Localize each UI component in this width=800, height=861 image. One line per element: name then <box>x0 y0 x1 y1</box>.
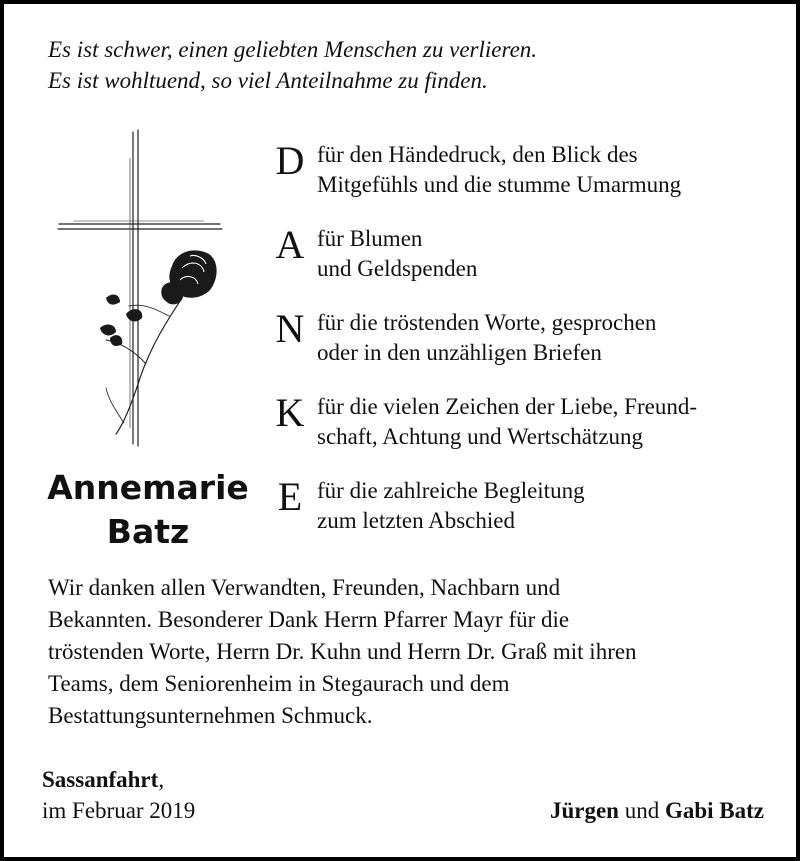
thanks-line: Teams, dem Seniorenheim in Stegaurach und dem <box>48 671 510 696</box>
intro-line-2: Es ist wohltuend, so viel Anteilnahme zu finden. <box>48 68 488 93</box>
signature <box>550 795 764 826</box>
thanks-paragraph <box>48 572 768 732</box>
dank-text-line: für Blumen <box>317 226 423 251</box>
thanks-line: tröstenden Worte, Herrn Dr. Kuhn und Herrn Dr. Graß mit ihren <box>48 639 637 664</box>
thanks-line: Bestattungsunternehmen Schmuck. <box>48 703 373 728</box>
dank-text-line: für die zahlreiche Begleitung <box>317 478 585 503</box>
dank-text <box>317 308 656 368</box>
dank-letter: N <box>275 306 305 351</box>
intro-verse <box>48 34 537 96</box>
dank-text-line: oder in den unzähligen Briefen <box>317 340 602 365</box>
place-date <box>42 764 195 826</box>
deceased-last-name: Batz <box>106 512 190 551</box>
dank-text-line: zum letzten Abschied <box>317 508 515 533</box>
dank-text <box>317 476 585 536</box>
dank-letter: E <box>277 474 303 519</box>
deceased-first-name: Annemarie <box>47 468 249 507</box>
dank-text-line: schaft, Achtung und Wertschätzung <box>317 424 644 449</box>
cross-with-rose-icon <box>54 128 224 448</box>
signer-2: Gabi Batz <box>664 798 764 823</box>
intro-line-1: Es ist schwer, einen geliebten Menschen zu verlieren. <box>48 37 538 62</box>
dank-text-line: und Geldspenden <box>317 256 478 281</box>
dank-text-line: Mitgefühls und die stumme Umarmung <box>317 172 682 197</box>
thanks-line: Bekannten. Besonderer Dank Herrn Pfarrer Mayr für die <box>48 607 570 632</box>
date-line: im Februar 2019 <box>42 798 196 823</box>
thanks-line: Wir danken allen Verwandten, Freunden, Nachbarn und <box>48 575 561 600</box>
place-comma: , <box>158 767 165 792</box>
dank-text <box>317 224 477 284</box>
signer-connector: und <box>618 798 665 823</box>
dank-letter: D <box>275 138 305 183</box>
dank-text-line: für die tröstenden Worte, gesprochen <box>317 310 657 335</box>
deceased-name <box>38 466 258 554</box>
dank-letter: K <box>275 390 305 435</box>
dank-text-line: für die vielen Zeichen der Liebe, Freund- <box>317 394 697 419</box>
dank-letter: A <box>275 222 305 267</box>
place-name: Sassanfahrt <box>42 767 159 792</box>
dank-text <box>317 140 681 200</box>
dank-text <box>317 392 697 452</box>
signer-1: Jürgen <box>549 798 619 823</box>
dank-text-line: für den Händedruck, den Blick des <box>317 142 638 167</box>
place-line <box>42 764 195 795</box>
